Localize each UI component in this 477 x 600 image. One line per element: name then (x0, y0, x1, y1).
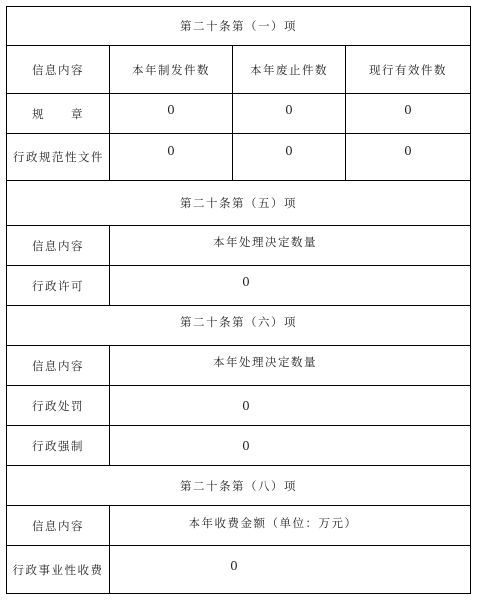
column-header: 本年收费金额（单位：万元） (188, 516, 358, 530)
column-header: 信息内容 (32, 518, 84, 533)
row-label: 行政事业性收费 (12, 562, 104, 577)
table-cell-value: 0 (404, 103, 412, 117)
table-cell-value: 0 (167, 144, 175, 158)
table-cell-value: 0 (167, 103, 175, 117)
column-header: 信息内容 (32, 358, 84, 373)
rule (6, 593, 471, 594)
column-header: 本年处理决定数量 (213, 235, 317, 249)
table-cell-value: 0 (285, 103, 293, 117)
column-header: 本年处理决定数量 (213, 355, 317, 369)
column-header: 本年废止件数 (250, 62, 328, 77)
column-header: 信息内容 (32, 62, 84, 77)
row-label: 行政处罚 (32, 398, 84, 413)
row-label: 规 章 (32, 106, 84, 121)
section-title: 第二十条第（八）项 (180, 478, 297, 493)
table-cell-value: 0 (230, 559, 238, 573)
table-cell-value: 0 (242, 398, 250, 413)
section-title: 第二十条第（五）项 (180, 196, 297, 210)
table-cell-value: 0 (242, 275, 250, 289)
table-cell-value: 0 (404, 144, 412, 158)
table-cell-value: 0 (242, 438, 250, 453)
section-title: 第二十条第（六）项 (180, 315, 297, 329)
section-title: 第二十条第（一）项 (180, 19, 297, 33)
row-label: 行政强制 (32, 438, 84, 453)
row-label: 行政许可 (32, 278, 84, 293)
column-header: 本年制发件数 (132, 62, 210, 77)
table-cell-value: 0 (285, 144, 293, 158)
column-header: 信息内容 (32, 238, 84, 253)
row-label: 行政规范性文件 (13, 150, 104, 164)
column-header: 现行有效件数 (369, 62, 447, 77)
rule (470, 6, 471, 594)
